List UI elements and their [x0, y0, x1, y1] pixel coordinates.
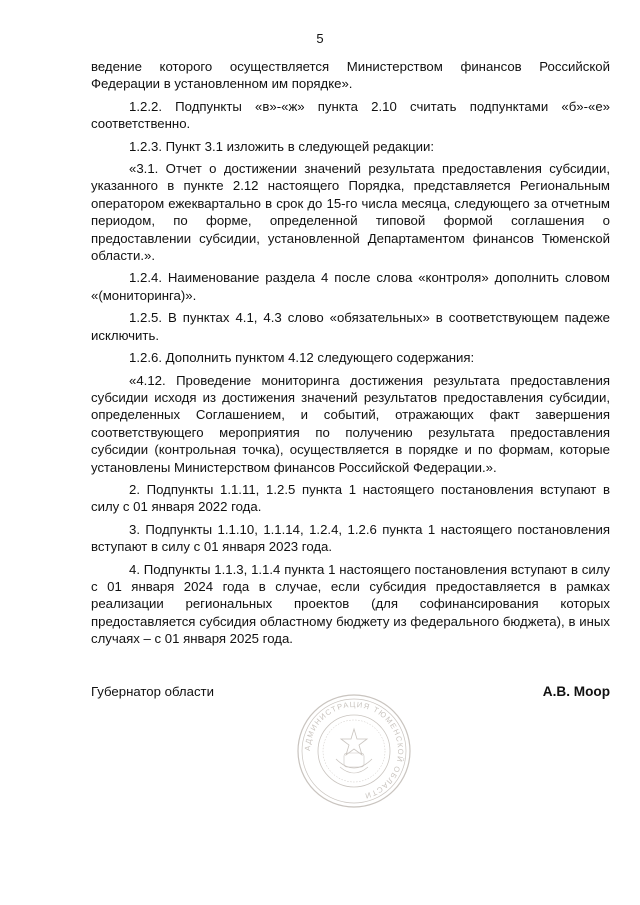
seal-text: АДМИНИСТРАЦИЯ ТЮМЕНСКОЙ ОБЛАСТИ	[302, 699, 406, 801]
paragraph-1-2-5: 1.2.5. В пунктах 4.1, 4.3 слово «обязательных» в соответствующем падеже исключить.	[91, 310, 610, 343]
paragraph-1-2-6: 1.2.6. Дополнить пунктом 4.12 следующего содержания:	[129, 350, 475, 366]
paragraph-continuation: ведение которого осуществляется Министерством финансов Российской Федерации в установленном им порядке».	[91, 59, 610, 92]
official-seal-icon	[296, 693, 412, 809]
document-body	[91, 58, 610, 653]
signatory-title: Губернатор области	[91, 684, 214, 699]
paragraph-4: 4. Подпункты 1.1.3, 1.1.4 пункта 1 настоящего постановления вступают в силу с 01 января 2024 года в случае, если субсидия предоставляется в рамках реализации региональных проектов (для софинансирования которых предоставляется субсидия областному бюджету из федерального бюджета), в иных случаях – с 01 января 2025 года.	[91, 561, 610, 647]
signatory-name: А.В. Моор	[542, 684, 610, 699]
paragraph-3: 3. Подпункты 1.1.10, 1.1.14, 1.2.4, 1.2.6 пункта 1 настоящего постановления вступают в силу с 01 января 2023 года.	[91, 521, 610, 555]
paragraph-2: 2. Подпункты 1.1.11, 1.2.5 пункта 1 настоящего постановления вступают в силу с 01 января 2022 года.	[91, 481, 610, 515]
paragraph-1-2-2: 1.2.2. Подпункты «в»-«ж» пункта 2.10 считать подпунктами «б»-«е» соответственно.	[91, 98, 610, 132]
paragraph-quote-3-1: «3.1. Отчет о достижении значений результата предоставления субсидии, указанного в пункте 2.12 настоящего Порядка, представляется Региональным оператором ежеквартально в срок до 15-го числа месяца, следующего за отчетным периодом, по форме, определенной типовой формой соглашения о предоставлении субсидии, установленной Департаментом финансов Тюменской области.».	[91, 161, 610, 264]
paragraph-quote-4-12: «4.12. Проведение мониторинга достижения результата предоставления субсидии исходя из достижения значений результатов предоставления субсидии, определенных Соглашением, и событий, отражающих факт завершения соответствующего мероприятия по получению результата предоставления субсидии (контрольная точка), осуществляется в порядке и по формам, которые установлены Министерством финансов Российской Федерации.».	[91, 372, 610, 475]
paragraph-1-2-4: 1.2.4. Наименование раздела 4 после слова «контроля» дополнить словом «(мониторинга)».	[91, 270, 610, 303]
paragraph-1-2-3: 1.2.3. Пункт 3.1 изложить в следующей редакции:	[129, 138, 435, 154]
page-number: 5	[316, 31, 324, 46]
